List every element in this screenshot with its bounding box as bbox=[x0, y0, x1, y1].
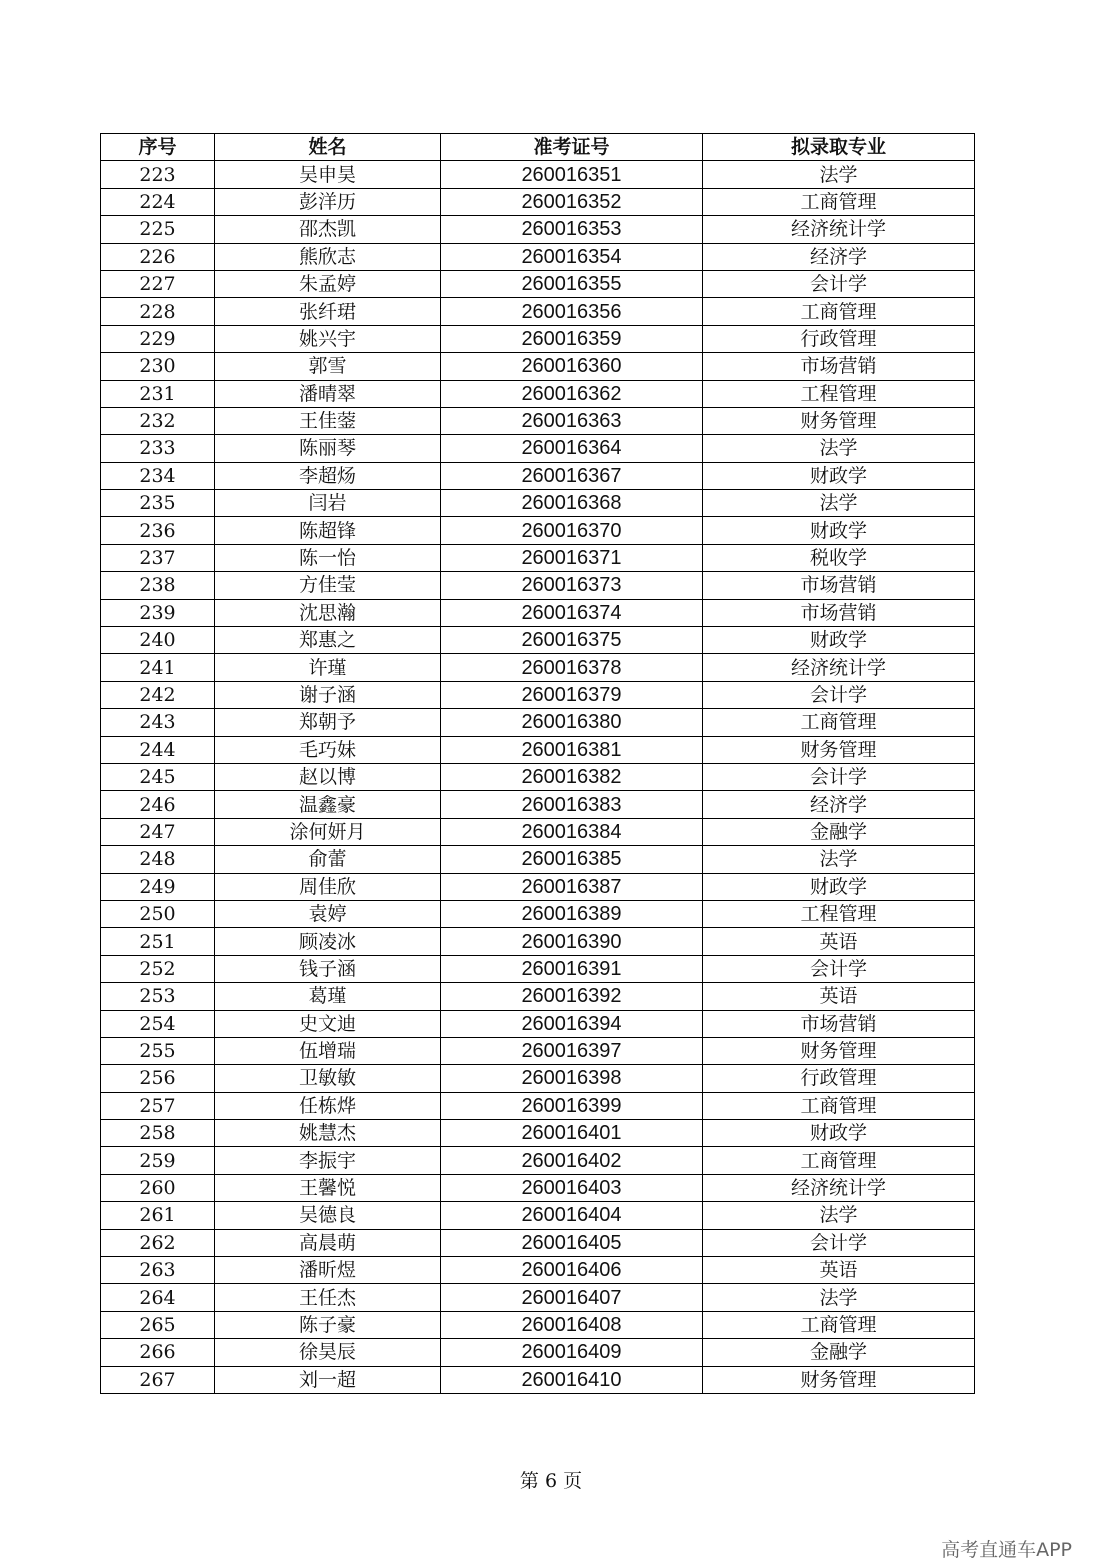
row-major: 法学 bbox=[703, 161, 975, 188]
row-name: 沈思瀚 bbox=[215, 599, 441, 626]
table-row bbox=[101, 1147, 975, 1174]
admission-table bbox=[100, 133, 975, 1394]
table-row bbox=[101, 1366, 975, 1393]
row-exam-id: 260016360 bbox=[441, 353, 703, 380]
row-exam-id: 260016408 bbox=[441, 1311, 703, 1338]
table-row bbox=[101, 873, 975, 900]
row-name: 伍增瑞 bbox=[215, 1037, 441, 1064]
row-name: 卫敏敏 bbox=[215, 1065, 441, 1092]
row-seq: 225 bbox=[101, 216, 215, 243]
row-seq: 258 bbox=[101, 1120, 215, 1147]
row-seq: 233 bbox=[101, 435, 215, 462]
row-seq: 242 bbox=[101, 681, 215, 708]
row-seq: 257 bbox=[101, 1092, 215, 1119]
row-name: 郑惠之 bbox=[215, 627, 441, 654]
row-name: 涂何妍月 bbox=[215, 818, 441, 845]
row-exam-id: 260016399 bbox=[441, 1092, 703, 1119]
row-major: 财政学 bbox=[703, 1120, 975, 1147]
row-exam-id: 260016392 bbox=[441, 983, 703, 1010]
table-row bbox=[101, 1092, 975, 1119]
row-major: 法学 bbox=[703, 490, 975, 517]
row-major: 工程管理 bbox=[703, 380, 975, 407]
row-name: 俞蕾 bbox=[215, 846, 441, 873]
row-name: 邵杰凯 bbox=[215, 216, 441, 243]
row-name: 陈子豪 bbox=[215, 1311, 441, 1338]
row-major: 工商管理 bbox=[703, 188, 975, 215]
row-seq: 263 bbox=[101, 1257, 215, 1284]
row-major: 工程管理 bbox=[703, 900, 975, 927]
row-major: 金融学 bbox=[703, 818, 975, 845]
row-major: 会计学 bbox=[703, 763, 975, 790]
row-name: 姚兴宇 bbox=[215, 325, 441, 352]
table-row bbox=[101, 380, 975, 407]
row-name: 顾凌冰 bbox=[215, 928, 441, 955]
row-exam-id: 260016390 bbox=[441, 928, 703, 955]
table-row bbox=[101, 161, 975, 188]
row-major: 工商管理 bbox=[703, 298, 975, 325]
page-number: 第 6 页 bbox=[519, 1470, 583, 1492]
row-seq: 232 bbox=[101, 407, 215, 434]
table-body bbox=[101, 161, 975, 1394]
row-major: 会计学 bbox=[703, 955, 975, 982]
row-seq: 244 bbox=[101, 736, 215, 763]
row-exam-id: 260016353 bbox=[441, 216, 703, 243]
row-exam-id: 260016406 bbox=[441, 1257, 703, 1284]
row-major: 财政学 bbox=[703, 627, 975, 654]
row-exam-id: 260016397 bbox=[441, 1037, 703, 1064]
row-seq: 260 bbox=[101, 1174, 215, 1201]
row-major: 法学 bbox=[703, 846, 975, 873]
table-row bbox=[101, 983, 975, 1010]
row-name: 周佳欣 bbox=[215, 873, 441, 900]
row-seq: 254 bbox=[101, 1010, 215, 1037]
table-row bbox=[101, 900, 975, 927]
row-name: 许瑾 bbox=[215, 654, 441, 681]
row-name: 谢子涵 bbox=[215, 681, 441, 708]
row-name: 陈超锋 bbox=[215, 517, 441, 544]
table-row bbox=[101, 1037, 975, 1064]
row-name: 闫岩 bbox=[215, 490, 441, 517]
row-major: 财政学 bbox=[703, 873, 975, 900]
row-name: 毛巧妹 bbox=[215, 736, 441, 763]
row-exam-id: 260016381 bbox=[441, 736, 703, 763]
row-major: 财政学 bbox=[703, 462, 975, 489]
table-row bbox=[101, 1202, 975, 1229]
table-row bbox=[101, 1229, 975, 1256]
row-exam-id: 260016384 bbox=[441, 818, 703, 845]
table-row bbox=[101, 1174, 975, 1201]
row-major: 英语 bbox=[703, 983, 975, 1010]
row-name: 袁婷 bbox=[215, 900, 441, 927]
row-seq: 264 bbox=[101, 1284, 215, 1311]
row-major: 经济学 bbox=[703, 791, 975, 818]
row-name: 温鑫豪 bbox=[215, 791, 441, 818]
row-seq: 256 bbox=[101, 1065, 215, 1092]
table-row bbox=[101, 846, 975, 873]
row-exam-id: 260016391 bbox=[441, 955, 703, 982]
row-exam-id: 260016380 bbox=[441, 709, 703, 736]
table-row bbox=[101, 435, 975, 462]
row-seq: 227 bbox=[101, 270, 215, 297]
row-name: 彭洋历 bbox=[215, 188, 441, 215]
row-exam-id: 260016355 bbox=[441, 270, 703, 297]
header-seq: 序号 bbox=[101, 134, 215, 161]
row-exam-id: 260016405 bbox=[441, 1229, 703, 1256]
table-row bbox=[101, 216, 975, 243]
row-seq: 237 bbox=[101, 544, 215, 571]
row-major: 财政学 bbox=[703, 517, 975, 544]
row-name: 方佳莹 bbox=[215, 572, 441, 599]
row-seq: 248 bbox=[101, 846, 215, 873]
table-row bbox=[101, 462, 975, 489]
row-seq: 259 bbox=[101, 1147, 215, 1174]
header-name: 姓名 bbox=[215, 134, 441, 161]
table-row bbox=[101, 654, 975, 681]
row-major: 市场营销 bbox=[703, 1010, 975, 1037]
table-row bbox=[101, 325, 975, 352]
row-major: 市场营销 bbox=[703, 353, 975, 380]
row-seq: 261 bbox=[101, 1202, 215, 1229]
table-row bbox=[101, 407, 975, 434]
row-seq: 265 bbox=[101, 1311, 215, 1338]
row-major: 市场营销 bbox=[703, 599, 975, 626]
row-name: 吴德良 bbox=[215, 1202, 441, 1229]
table-row bbox=[101, 544, 975, 571]
row-major: 行政管理 bbox=[703, 1065, 975, 1092]
row-seq: 228 bbox=[101, 298, 215, 325]
row-name: 潘晴翠 bbox=[215, 380, 441, 407]
row-exam-id: 260016362 bbox=[441, 380, 703, 407]
row-major: 英语 bbox=[703, 1257, 975, 1284]
row-seq: 262 bbox=[101, 1229, 215, 1256]
row-major: 经济统计学 bbox=[703, 654, 975, 681]
row-exam-id: 260016359 bbox=[441, 325, 703, 352]
row-name: 高晨萌 bbox=[215, 1229, 441, 1256]
table-row bbox=[101, 627, 975, 654]
row-exam-id: 260016410 bbox=[441, 1366, 703, 1393]
row-major: 会计学 bbox=[703, 681, 975, 708]
row-major: 财务管理 bbox=[703, 1366, 975, 1393]
row-seq: 224 bbox=[101, 188, 215, 215]
row-major: 财务管理 bbox=[703, 407, 975, 434]
row-major: 英语 bbox=[703, 928, 975, 955]
row-exam-id: 260016383 bbox=[441, 791, 703, 818]
row-exam-id: 260016394 bbox=[441, 1010, 703, 1037]
table-row bbox=[101, 572, 975, 599]
row-name: 钱子涵 bbox=[215, 955, 441, 982]
row-name: 王佳蓥 bbox=[215, 407, 441, 434]
table-row bbox=[101, 1257, 975, 1284]
table-row bbox=[101, 1311, 975, 1338]
table-row bbox=[101, 188, 975, 215]
row-seq: 229 bbox=[101, 325, 215, 352]
table-row bbox=[101, 763, 975, 790]
watermark: 高考直通车APP bbox=[941, 1539, 1072, 1561]
table-row bbox=[101, 243, 975, 270]
row-exam-id: 260016398 bbox=[441, 1065, 703, 1092]
table-row bbox=[101, 270, 975, 297]
row-major: 法学 bbox=[703, 1284, 975, 1311]
row-name: 徐昊辰 bbox=[215, 1339, 441, 1366]
row-name: 李超炀 bbox=[215, 462, 441, 489]
row-exam-id: 260016409 bbox=[441, 1339, 703, 1366]
row-name: 潘昕煜 bbox=[215, 1257, 441, 1284]
row-seq: 241 bbox=[101, 654, 215, 681]
row-seq: 223 bbox=[101, 161, 215, 188]
row-name: 陈一怡 bbox=[215, 544, 441, 571]
table-row bbox=[101, 928, 975, 955]
table-row bbox=[101, 1010, 975, 1037]
table-row bbox=[101, 298, 975, 325]
row-exam-id: 260016352 bbox=[441, 188, 703, 215]
row-name: 吴申昊 bbox=[215, 161, 441, 188]
row-seq: 255 bbox=[101, 1037, 215, 1064]
table-row bbox=[101, 353, 975, 380]
row-major: 经济统计学 bbox=[703, 216, 975, 243]
row-seq: 240 bbox=[101, 627, 215, 654]
row-seq: 231 bbox=[101, 380, 215, 407]
row-major: 经济统计学 bbox=[703, 1174, 975, 1201]
table-row bbox=[101, 1120, 975, 1147]
row-major: 法学 bbox=[703, 1202, 975, 1229]
row-name: 刘一超 bbox=[215, 1366, 441, 1393]
row-exam-id: 260016371 bbox=[441, 544, 703, 571]
table-row bbox=[101, 955, 975, 982]
row-exam-id: 260016351 bbox=[441, 161, 703, 188]
row-seq: 267 bbox=[101, 1366, 215, 1393]
row-exam-id: 260016373 bbox=[441, 572, 703, 599]
row-seq: 246 bbox=[101, 791, 215, 818]
row-name: 熊欣志 bbox=[215, 243, 441, 270]
row-exam-id: 260016378 bbox=[441, 654, 703, 681]
row-major: 行政管理 bbox=[703, 325, 975, 352]
row-major: 法学 bbox=[703, 435, 975, 462]
row-major: 税收学 bbox=[703, 544, 975, 571]
row-seq: 239 bbox=[101, 599, 215, 626]
row-exam-id: 260016389 bbox=[441, 900, 703, 927]
row-exam-id: 260016368 bbox=[441, 490, 703, 517]
row-exam-id: 260016379 bbox=[441, 681, 703, 708]
row-name: 陈丽琴 bbox=[215, 435, 441, 462]
row-exam-id: 260016401 bbox=[441, 1120, 703, 1147]
header-major: 拟录取专业 bbox=[703, 134, 975, 161]
table-row bbox=[101, 490, 975, 517]
row-exam-id: 260016374 bbox=[441, 599, 703, 626]
table-row bbox=[101, 681, 975, 708]
row-seq: 249 bbox=[101, 873, 215, 900]
row-name: 王馨悦 bbox=[215, 1174, 441, 1201]
row-exam-id: 260016407 bbox=[441, 1284, 703, 1311]
row-name: 赵以博 bbox=[215, 763, 441, 790]
table-row bbox=[101, 1339, 975, 1366]
row-seq: 226 bbox=[101, 243, 215, 270]
row-name: 任栋烨 bbox=[215, 1092, 441, 1119]
row-name: 郭雪 bbox=[215, 353, 441, 380]
row-exam-id: 260016375 bbox=[441, 627, 703, 654]
row-seq: 250 bbox=[101, 900, 215, 927]
row-exam-id: 260016370 bbox=[441, 517, 703, 544]
row-major: 市场营销 bbox=[703, 572, 975, 599]
row-major: 经济学 bbox=[703, 243, 975, 270]
row-seq: 251 bbox=[101, 928, 215, 955]
header-exam-id: 准考证号 bbox=[441, 134, 703, 161]
row-exam-id: 260016403 bbox=[441, 1174, 703, 1201]
table-row bbox=[101, 517, 975, 544]
row-exam-id: 260016382 bbox=[441, 763, 703, 790]
row-seq: 247 bbox=[101, 818, 215, 845]
row-name: 李振宇 bbox=[215, 1147, 441, 1174]
table-row bbox=[101, 599, 975, 626]
table-row bbox=[101, 709, 975, 736]
row-major: 财务管理 bbox=[703, 736, 975, 763]
row-seq: 230 bbox=[101, 353, 215, 380]
row-major: 工商管理 bbox=[703, 1092, 975, 1119]
row-major: 工商管理 bbox=[703, 1311, 975, 1338]
row-seq: 235 bbox=[101, 490, 215, 517]
row-exam-id: 260016404 bbox=[441, 1202, 703, 1229]
row-name: 张纤珺 bbox=[215, 298, 441, 325]
row-name: 朱孟婷 bbox=[215, 270, 441, 297]
row-exam-id: 260016385 bbox=[441, 846, 703, 873]
row-exam-id: 260016354 bbox=[441, 243, 703, 270]
row-seq: 234 bbox=[101, 462, 215, 489]
row-major: 会计学 bbox=[703, 1229, 975, 1256]
row-major: 工商管理 bbox=[703, 709, 975, 736]
row-exam-id: 260016387 bbox=[441, 873, 703, 900]
row-seq: 252 bbox=[101, 955, 215, 982]
table-row bbox=[101, 818, 975, 845]
row-exam-id: 260016402 bbox=[441, 1147, 703, 1174]
row-exam-id: 260016367 bbox=[441, 462, 703, 489]
table-row bbox=[101, 736, 975, 763]
row-seq: 245 bbox=[101, 763, 215, 790]
table-row bbox=[101, 1284, 975, 1311]
row-seq: 238 bbox=[101, 572, 215, 599]
row-exam-id: 260016356 bbox=[441, 298, 703, 325]
row-name: 郑朝予 bbox=[215, 709, 441, 736]
row-exam-id: 260016364 bbox=[441, 435, 703, 462]
table-row bbox=[101, 791, 975, 818]
row-seq: 253 bbox=[101, 983, 215, 1010]
row-seq: 236 bbox=[101, 517, 215, 544]
row-name: 王任杰 bbox=[215, 1284, 441, 1311]
row-name: 姚慧杰 bbox=[215, 1120, 441, 1147]
row-seq: 266 bbox=[101, 1339, 215, 1366]
row-major: 会计学 bbox=[703, 270, 975, 297]
row-exam-id: 260016363 bbox=[441, 407, 703, 434]
row-seq: 243 bbox=[101, 709, 215, 736]
row-name: 史文迪 bbox=[215, 1010, 441, 1037]
row-major: 财务管理 bbox=[703, 1037, 975, 1064]
table-row bbox=[101, 1065, 975, 1092]
row-major: 工商管理 bbox=[703, 1147, 975, 1174]
row-major: 金融学 bbox=[703, 1339, 975, 1366]
table-header-row bbox=[101, 134, 975, 161]
row-name: 葛瑾 bbox=[215, 983, 441, 1010]
